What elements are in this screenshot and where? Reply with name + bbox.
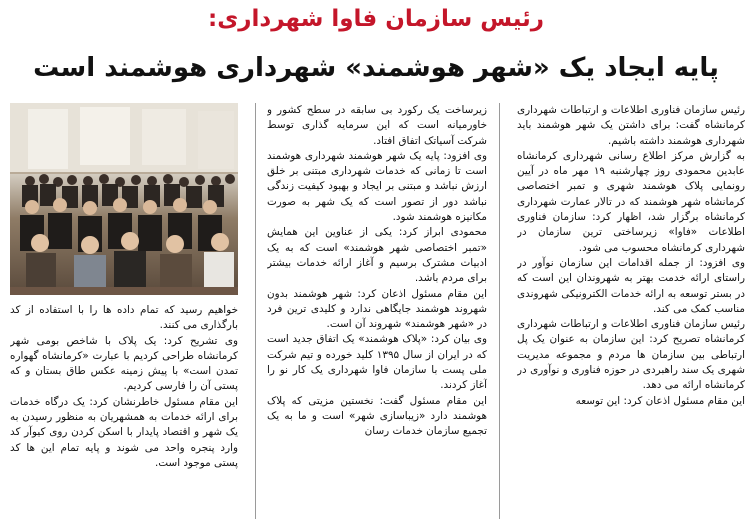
article-headline: پایه ایجاد یک «شهر هوشمند» شهرداری هوشمند است [33, 53, 719, 83]
article-column-1 [517, 103, 745, 521]
paragraph: وی بیان کرد: «پلاک هوشمند» یک اتفاق جدید است که در ایران از سال ۱۳۹۵ کلید خورده و تیم شرکت ملی پست با سازمان فاوا شهرداری یک کار نو را آغاز کردند. [267, 333, 487, 392]
article-column-3 [10, 303, 238, 521]
paragraph: این مقام مسئول گفت: نخستین مزیتی که پلاک هوشمند دارد «زیباسازی شهر» است و ما به یک تجمیع سازمان خدمات رسان [267, 394, 487, 438]
article-column-2 [267, 103, 487, 521]
paragraph: رئیس سازمان فناوری اطلاعات و ارتباطات شهرداری کرمانشاه تصریح کرد: این سازمان به عنوان یک پل ارتباطی بین سازمان ها مردم و مجموعه مدیریت شهری یک سند راهبردی در حوزه فناوری و نوآوری در کرمانشاه ارائه می دهد. [517, 318, 745, 392]
column-divider [255, 103, 256, 519]
paragraph: این مقام مسئول خاطرنشان کرد: یک درگاه خدمات برای ارائه خدمات به همشهریان به منظور رسیدن به یک شهر و اقتصاد پایدار با اسکن کردن روی کیوآر کد وارد پنجره واحد می شوند و پایه تمام این ها کد پستی موجود است. [10, 395, 238, 469]
paragraph: این مقام مسئول اذعان کرد: شهر هوشمند بدون شهروند هوشمند جایگاهی ندارد و کلیدی ترین فرد در «شهر هوشمند» شهروند آن است. [267, 287, 487, 331]
audience-illustration [10, 103, 238, 295]
paragraph: رئیس سازمان فناوری اطلاعات و ارتباطات شهرداری کرمانشاه گفت: برای داشتن یک شهر هوشمند باید شهرداری هوشمند داشته باشیم. [517, 104, 745, 147]
paragraph: محمودی ابراز کرد: یکی از عناوین این همایش «تمبر اختصاصی شهر هوشمند» است که به یک ادبیات مشترک برسیم و آغاز ارائه خدمات بیشتر برای مردم باشد. [267, 226, 487, 285]
article-kicker: رئیس سازمان فاوا شهرداری: [208, 6, 544, 32]
paragraph: زیرساخت یک رکورد بی سابقه در سطح کشور و خاورمیانه است که این سرمایه گذاری توسط شرکت آسیاتک اتفاق افتاد. [267, 104, 487, 147]
column-divider [499, 103, 500, 519]
paragraph: وی افزود: از جمله اقدامات این سازمان نوآور در راستای ارائه خدمت بهتر به شهروندان این است که در بستر توسعه به ارائه خدمات الکترونیکی شهروندی مناسب کمک می کند. [517, 256, 745, 315]
paragraph: به گزارش مرکز اطلاع رسانی شهرداری کرمانشاه عابدین محمودی روز چهارشنبه ۱۹ مهر ماه در آیین رونمایی پلاک هوشمند شهری و تمبر اختصاصی کرمانشاه شهر هوشمند که در تالار عمارت شهرداری کرمانشاه برگزار شد، اظهار کرد: سازمان فناوری اطلاعات «فاوا» زیرساختی ترین سازمان در شهرداری کرمانشاه محسوب می شود. [517, 149, 745, 254]
paragraph: این مقام مسئول اذعان کرد: این توسعه [575, 394, 745, 407]
paragraph: وی افزود: پایه یک شهر هوشمند شهرداری هوشمند است تا زمانی که خدمات شهرداری مبتنی بر خلق ارزش نباشد و مبتنی بر ایجاد و بهبود کیفیت زندگی نباشد دور از تصور است که یک شهر به صورت مکانیزه هوشمند شود. [267, 149, 487, 224]
paragraph: وی تشریح کرد: یک پلاک با شاخص بومی شهر کرمانشاه طراحی کردیم با عبارت «کرمانشاه گهواره تمدن است» با پیش زمینه عکس طاق بستان و که پستی آن را فارسی کردیم. [10, 334, 238, 393]
paragraph: خواهیم رسید که تمام داده ها را با استفاده از کد بارگذاری می کنند. [10, 304, 238, 332]
event-photo [10, 103, 238, 295]
